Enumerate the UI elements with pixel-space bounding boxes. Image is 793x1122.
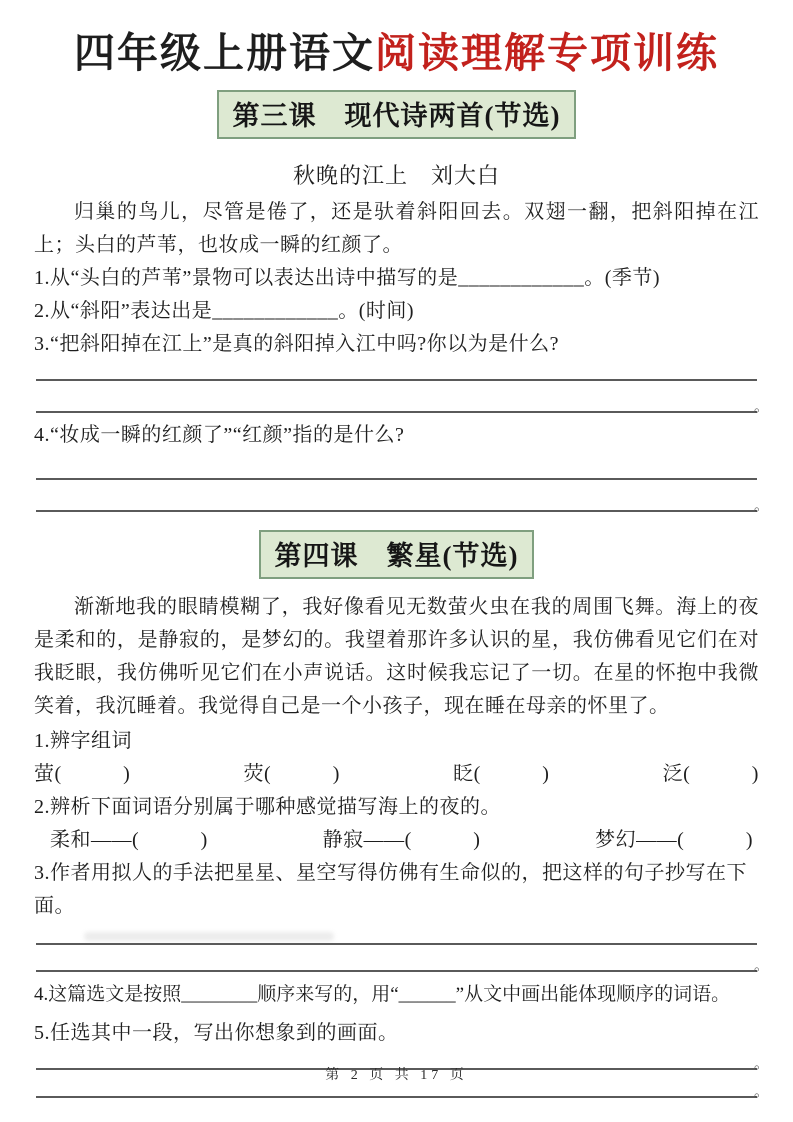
page-title-black: 四年级上册语文 (74, 30, 375, 76)
word-pair[interactable]: 泛( ) (662, 763, 759, 785)
lesson4-question-3: 3.作者用拟人的手法把星星、星空写得仿佛有生命似的，把这样的句子抄写在下面。 (34, 862, 747, 917)
lesson4-question-5: 5.任选其中一段，写出你想象到的画面。 (34, 1022, 399, 1044)
answer-line[interactable] (36, 361, 757, 381)
line-end-period: 。 (753, 958, 769, 974)
word-pair[interactable]: 梦幻——( ) (595, 829, 753, 851)
faint-watermark (84, 932, 334, 941)
lesson3-question-3: 3.“把斜阳掉在江上”是真的斜阳掉入江中吗?你以为是什么? (34, 333, 560, 355)
answer-line[interactable] (36, 381, 769, 415)
word-pair[interactable]: 眨( ) (453, 763, 550, 785)
page-number-footer: 第 2 页 共 17 页 (325, 1068, 468, 1083)
lesson3-header: 第三课 现代诗两首(节选) (217, 90, 577, 139)
lesson3-question-4: 4.“妆成一瞬的红颜了”“红颜”指的是什么? (34, 424, 405, 446)
lesson3-question-1: 1.从“头白的芦苇”景物可以表达出诗中描写的是____________。(季节) (34, 267, 661, 289)
answer-line[interactable] (36, 923, 757, 945)
lesson4-q1-word-row (34, 758, 759, 791)
lesson3-passage: 归巢的鸟儿，尽管是倦了，还是驮着斜阳回去。双翅一翻，把斜阳掉在江上；头白的芦苇，也妆成一瞬的红颜了。 (34, 201, 759, 256)
line-end-period: 。 (753, 1056, 769, 1072)
answer-line[interactable] (36, 452, 757, 480)
word-pair[interactable]: 荧( ) (243, 763, 340, 785)
lesson3-question-2: 2.从“斜阳”表达出是____________。(时间) (34, 300, 415, 322)
line-end-period: 。 (753, 498, 769, 514)
lesson4-question-4: 4.这篇选文是按照________顺序来写的，用“______”从文中画出能体现顺序的词语。 (34, 984, 731, 1005)
lesson3-poem-title: 秋晚的江上 刘大白 (292, 163, 500, 188)
lesson4-header: 第四课 繁星(节选) (259, 530, 535, 579)
lesson3-header-row (34, 90, 759, 139)
lesson4-q2-word-row (34, 824, 759, 857)
lesson4-header-row (34, 530, 759, 579)
line-end-period: 。 (753, 1084, 769, 1100)
answer-line[interactable] (36, 945, 769, 974)
lesson4-question-2: 2.辨析下面词语分别属于哪种感觉描写海上的夜的。 (34, 796, 501, 818)
line-end-period: 。 (753, 399, 769, 415)
answer-line[interactable] (36, 480, 769, 514)
page-title-red: 阅读理解专项训练 (375, 30, 719, 76)
page-title (34, 24, 759, 82)
word-pair[interactable]: 柔和——( ) (50, 829, 208, 851)
lesson4-question-1: 1.辨字组词 (34, 730, 132, 752)
word-pair[interactable]: 静寂——( ) (322, 829, 481, 851)
lesson4-passage: 渐渐地我的眼睛模糊了，我好像看见无数萤火虫在我的周围飞舞。海上的夜是柔和的，是静寂的，是梦幻的。我望着那许多认识的星，我仿佛看见它们在对我眨眼，我仿佛听见它们在小声说话。这时候我忘记了一切。在星的怀抱中我微笑着，我沉睡着。我觉得自己是一个小孩子，现在睡在母亲的怀里了。 (34, 596, 759, 717)
word-pair[interactable]: 萤( ) (34, 763, 131, 785)
